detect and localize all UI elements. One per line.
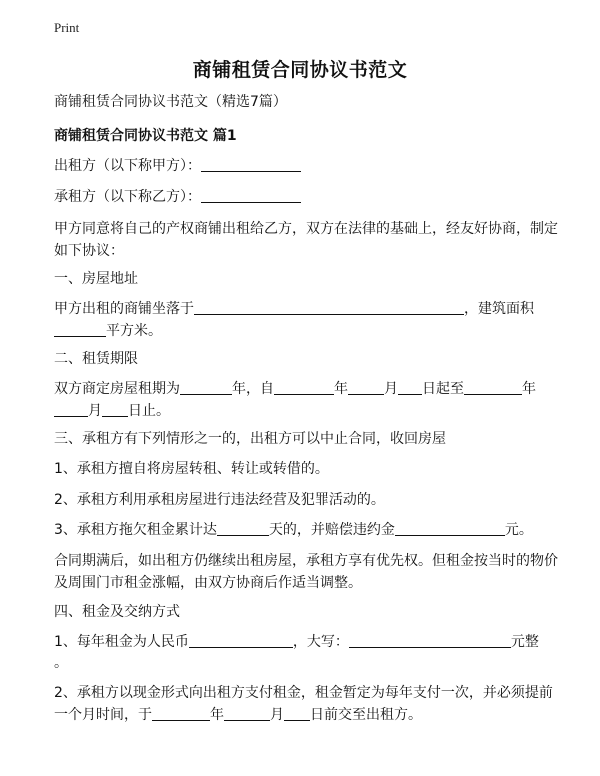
start-month-blank	[348, 380, 384, 395]
rent-amount-blank	[189, 633, 293, 648]
payment-day-blank	[284, 706, 310, 721]
arrears-days-blank	[217, 521, 269, 536]
term-line-1	[54, 378, 554, 401]
term-text-f: 年	[522, 381, 536, 397]
clause-1: 1、承租方擅自将房屋转租、转让或转借的。	[54, 461, 329, 477]
address-blank	[194, 300, 464, 315]
rent-uppercase-blank	[349, 633, 511, 648]
start-day-blank	[398, 380, 422, 395]
payment-line-1: 2、承租方以现金形式向出租方支付租金，租金暂定为每年支付一次，并必须提前	[54, 685, 553, 701]
payment-line-2	[54, 704, 554, 727]
payment-year-blank	[152, 706, 210, 721]
lessee-line	[54, 186, 554, 209]
lessor-blank	[201, 157, 301, 172]
payment-text-c: 月	[270, 707, 284, 723]
term-years-blank	[180, 380, 232, 395]
lessee-blank	[201, 188, 301, 203]
address-line-1	[54, 298, 554, 321]
heading-address: 一、房屋地址	[54, 271, 138, 287]
rent-line-1-end: 。	[54, 655, 68, 671]
penalty-blank	[395, 521, 505, 536]
area-blank	[54, 322, 106, 337]
clause-3	[54, 519, 554, 542]
end-year-blank	[464, 380, 522, 395]
clause-2: 2、承租方利用承租房屋进行违法经营及犯罪活动的。	[54, 492, 385, 508]
heading-rent: 四、租金及交纳方式	[54, 604, 180, 620]
term-text-a: 双方商定房屋租期为	[54, 381, 180, 397]
clause-3-text-c: 元。	[504, 522, 533, 538]
address-text-a: 甲方出租的商铺坐落于	[54, 301, 194, 317]
payment-month-blank	[224, 706, 270, 721]
intro-line-1: 甲方同意将自己的产权商铺出租给乙方，双方在法律的基础上，经友好协商，制定	[54, 221, 558, 237]
clause-3-text-b: 天的，并赔偿违约金	[268, 522, 395, 538]
lessor-line	[54, 155, 554, 178]
renewal-line-2: 及周围门市租金涨幅，由双方协商后作适当调整。	[54, 575, 362, 591]
term-text-d: 月	[384, 381, 398, 397]
area-unit: 平方米。	[106, 323, 162, 339]
subtitle: 商铺租赁合同协议书范文（精选7篇）	[54, 94, 287, 110]
address-text-b: ，建筑面积	[464, 301, 534, 317]
payment-text-b: 年	[210, 707, 224, 723]
term-text-b: 年，自	[232, 381, 274, 397]
payment-text-d: 日前交至出租方。	[310, 707, 422, 723]
term-text-g: 月	[88, 403, 102, 419]
rent-text-c: 元整	[510, 634, 539, 650]
intro-line-2: 如下协议：	[54, 243, 124, 259]
heading-term: 二、租赁期限	[54, 351, 138, 367]
renewal-line-1: 合同期满后，如出租方仍继续出租房屋，承租方享有优先权。但租金按当时的物价	[54, 553, 558, 569]
rent-text-b: ，大写：	[292, 634, 349, 650]
document-title: 商铺租赁合同协议书范文	[192, 59, 408, 81]
lessor-label: 出租方（以下称甲方）：	[54, 158, 201, 174]
term-line-2	[54, 400, 554, 423]
address-line-2	[54, 320, 554, 343]
print-label: Print	[54, 20, 80, 35]
clause-3-text-a: 3、承租方拖欠租金累计达	[54, 522, 217, 538]
lessee-label: 承租方（以下称乙方）：	[54, 189, 201, 205]
end-day-blank	[102, 402, 128, 417]
term-text-e: 日起至	[422, 381, 464, 397]
rent-text-a: 1、每年租金为人民币	[54, 634, 189, 650]
payment-text-a: 一个月时间，于	[54, 707, 152, 723]
start-year-blank	[274, 380, 334, 395]
term-text-h: 日止。	[128, 403, 170, 419]
rent-line-1	[54, 631, 554, 654]
heading-termination: 三、承租方有下列情形之一的，出租方可以中止合同，收回房屋	[54, 431, 446, 447]
term-text-c: 年	[334, 381, 348, 397]
section-heading: 商铺租赁合同协议书范文 篇1	[54, 128, 237, 144]
end-month-blank	[54, 402, 88, 417]
